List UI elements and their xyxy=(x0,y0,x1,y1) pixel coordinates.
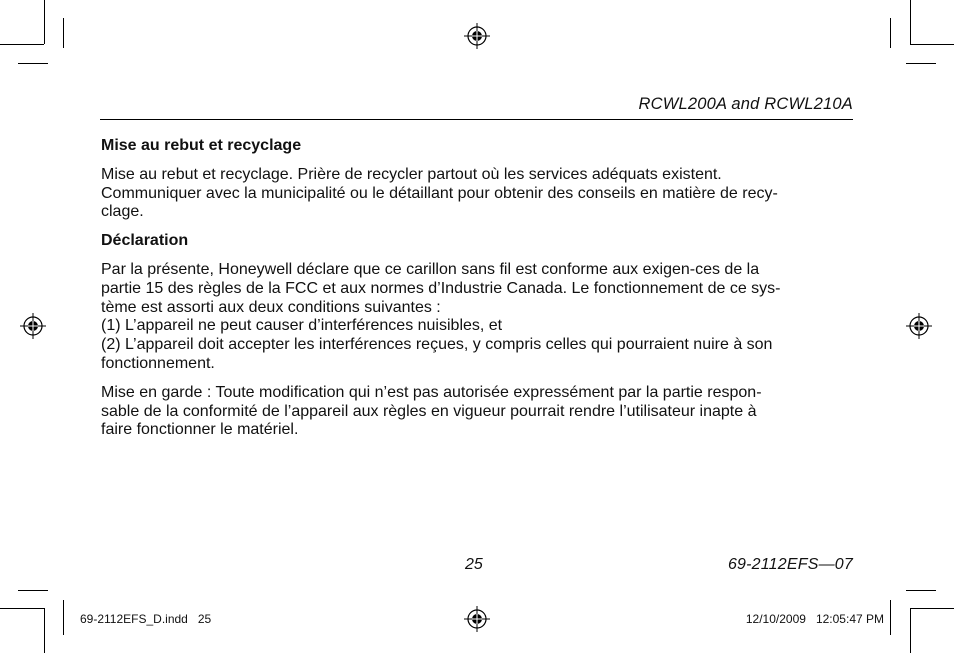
registration-mark-icon xyxy=(906,313,932,339)
text-line: Mise en garde : Toute modification qui n’est pas autorisée expressément par la partie respon- xyxy=(101,383,762,401)
text-line: Par la présente, Honeywell déclare que ce carillon sans fil est conforme aux exigen-ces de la xyxy=(101,260,760,278)
text-line: tème est assorti aux deux conditions suivantes : xyxy=(101,298,441,316)
crop-mark xyxy=(906,63,936,64)
crop-mark xyxy=(910,608,911,653)
crop-mark xyxy=(890,600,891,635)
declaration-paragraph xyxy=(101,261,853,374)
section-heading-disposal: Mise au rebut et recyclage xyxy=(101,137,302,154)
slug-time: 12:05:47 PM xyxy=(815,612,884,626)
slug-file-page: 25 xyxy=(197,612,212,626)
warning-paragraph xyxy=(101,384,853,440)
registration-mark-icon xyxy=(464,23,490,49)
registration-mark-icon xyxy=(464,606,490,632)
text-line: faire fonctionner le matériel. xyxy=(101,421,299,439)
slug-date: 12/10/2009 xyxy=(745,612,806,626)
registration-mark-icon xyxy=(20,313,46,339)
crop-mark xyxy=(63,18,64,48)
crop-mark xyxy=(910,0,911,44)
text-line: Communiquer avec la municipalité ou le détaillant pour obtenir des conseils en matière de recy- xyxy=(101,184,778,202)
crop-mark xyxy=(890,18,891,48)
text-line: sable de la conformité de l’appareil aux règles en vigueur pourrait rendre l’utilisateur inapte à xyxy=(101,402,757,420)
slug-filename: 69-2112EFS_D.indd xyxy=(80,612,188,626)
text-line: clage. xyxy=(101,203,144,221)
crop-mark xyxy=(906,590,936,591)
crop-mark xyxy=(910,44,954,45)
running-header: RCWL200A and RCWL210A xyxy=(638,95,853,113)
crop-mark xyxy=(910,608,954,609)
body-content xyxy=(101,137,853,450)
text-line: partie 15 des règles de la FCC et aux normes d’Industrie Canada. Le fonctionnement de ce sys- xyxy=(101,279,781,297)
slug-file-info xyxy=(80,612,211,626)
header-rule xyxy=(100,119,853,120)
crop-mark xyxy=(0,44,44,45)
text-line: (1) L’appareil ne peut causer d’interférences nuisibles, et xyxy=(101,317,503,335)
crop-mark xyxy=(0,608,44,609)
page-number: 25 xyxy=(465,556,483,573)
crop-mark xyxy=(44,608,45,653)
crop-mark xyxy=(18,63,48,64)
disposal-paragraph xyxy=(101,166,853,222)
slug-timestamp xyxy=(746,612,884,626)
text-line: fonctionnement. xyxy=(101,354,215,372)
crop-mark xyxy=(44,0,45,44)
text-line: (2) L’appareil doit accepter les interférences reçues, y compris celles qui pourraient nuire à son xyxy=(101,336,773,354)
section-heading-declaration: Déclaration xyxy=(101,232,189,250)
crop-mark xyxy=(63,600,64,635)
document-code: 69-2112EFS—07 xyxy=(727,556,853,573)
crop-mark xyxy=(18,590,48,591)
text-line: Mise au rebut et recyclage. Prière de recycler partout où les services adéquats existent. xyxy=(101,165,722,183)
